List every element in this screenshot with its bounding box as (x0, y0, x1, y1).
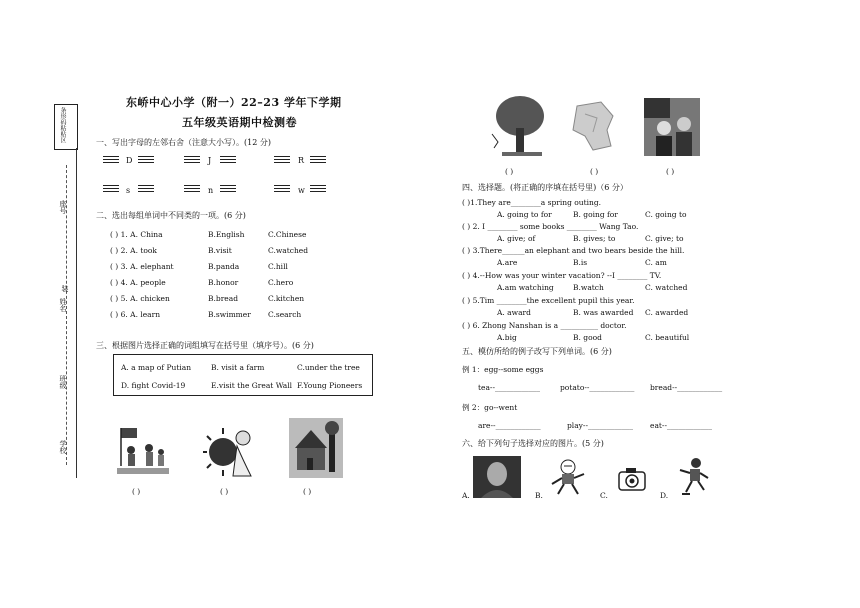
option-c: C.search (268, 310, 302, 319)
option-c: C.hill (268, 262, 288, 271)
question-num: ( ) 2. A. took (110, 246, 157, 255)
section1-heading: 一、写出字母的左邻右舍（注意大小写）。(12 分) (96, 138, 271, 147)
phrase-option: C.under the tree (297, 363, 360, 372)
question-num: ( ) 5. A. chicken (110, 294, 170, 303)
letter: D (126, 156, 133, 165)
running-boy-image (550, 458, 586, 496)
section4-heading: 四、选择题。(将正确的序填在括号里)（6 分） (462, 183, 628, 192)
seat-label: 座号 (59, 200, 67, 214)
option-b: B. going for (573, 210, 618, 219)
phrase-option: E.visit the Great Wall (211, 381, 293, 390)
rewrite-item: tea--____________ (478, 383, 540, 392)
option-a: A. give; of (497, 234, 536, 243)
section3-heading: 三、根据图片选择正确的词组填写在括号里（填序号）。(6 分) (96, 341, 314, 350)
camera-image (617, 466, 647, 492)
option-c: C. beautiful (645, 333, 690, 342)
option-b: B.is (573, 258, 588, 267)
option-b: B. good (573, 333, 602, 342)
rewrite-item: potato--____________ (560, 383, 635, 392)
farm-house-image (289, 418, 343, 478)
example1: 例 1：egg--some eggs (462, 365, 544, 374)
rewrite-item: eat--____________ (650, 421, 712, 430)
picture-label: B. (535, 491, 543, 500)
rewrite-item: play--____________ (567, 421, 633, 430)
exam-title-line2: 五年级英语期中检测卷 (182, 116, 297, 129)
question-stem: ( ) 4.--How was your winter vacation? --I ________ TV. (462, 271, 662, 280)
option-a: A.big (497, 333, 517, 342)
phrase-option: F.Young Pioneers (297, 381, 363, 390)
answer-paren: ( ) (590, 167, 599, 176)
option-c: C. am (645, 258, 667, 267)
question-num: ( ) 3. A. elephant (110, 262, 174, 271)
option-b: B.bread (208, 294, 238, 303)
barcode-area (54, 104, 78, 150)
letter: J (208, 156, 212, 165)
answer-paren: ( ) (132, 487, 141, 496)
young-pioneers-image (644, 98, 700, 156)
option-c: C.watched (268, 246, 309, 255)
option-c: C. awarded (645, 308, 689, 317)
phrase-option: B. visit a farm (211, 363, 265, 372)
seal-char: 装 (61, 285, 69, 292)
option-b: B.watch (573, 283, 604, 292)
question-stem: ( )1.They are________a spring outing. (462, 198, 602, 207)
tree-image (488, 94, 546, 158)
question-stem: ( ) 3.There______an elephant and two bears beside the hill. (462, 246, 685, 255)
option-a: A. award (497, 308, 531, 317)
option-b: B.swimmer (208, 310, 251, 319)
skating-child-image (678, 456, 710, 498)
answer-paren: ( ) (666, 167, 675, 176)
section2-heading: 二、选出每组单词中不同类的一项。(6 分) (96, 211, 246, 220)
man-portrait-image (473, 456, 521, 498)
phrase-option: D. fight Covid-19 (121, 381, 186, 390)
doctor-virus-image (203, 420, 257, 478)
answer-paren: ( ) (303, 487, 312, 496)
binding-border (76, 148, 77, 478)
option-b: B.English (208, 230, 245, 239)
answer-paren: ( ) (505, 167, 514, 176)
option-b: B.visit (208, 246, 232, 255)
option-a: A.are (497, 258, 518, 267)
question-num: ( ) 1. A. China (110, 230, 163, 239)
map-image (567, 96, 619, 154)
name-label: 姓名 (59, 298, 67, 312)
school-label: 学校 (59, 440, 67, 454)
option-c: C.hero (268, 278, 294, 287)
option-c: C. going to (645, 210, 687, 219)
children-flag-image (117, 426, 169, 476)
option-a: A. going to for (497, 210, 552, 219)
option-c: C.kitchen (268, 294, 305, 303)
picture-label: C. (600, 491, 608, 500)
phrase-option: A. a map of Putian (121, 363, 192, 372)
section6-heading: 六、给下列句子选择对应的图片。(5 分) (462, 439, 604, 448)
option-b: B. was awarded (573, 308, 634, 317)
question-stem: ( ) 6. Zhong Nanshan is a __________ doctor. (462, 321, 627, 330)
rewrite-item: are--____________ (478, 421, 541, 430)
barcode-label: 条形码粘贴区 (59, 107, 66, 143)
option-c: C.Chinese (268, 230, 307, 239)
picture-label: D. (660, 491, 669, 500)
example2: 例 2：go--went (462, 403, 518, 412)
answer-paren: ( ) (220, 487, 229, 496)
option-b: B. gives; to (573, 234, 616, 243)
rewrite-item: bread--____________ (650, 383, 723, 392)
class-label: 班级 (59, 375, 67, 389)
exam-title-line1: 东峤中心小学（附一）22–23 学年下学期 (126, 96, 342, 109)
option-c: C. watched (645, 283, 688, 292)
letter: R (298, 156, 305, 165)
letter: n (208, 186, 214, 195)
question-stem: ( ) 5.Tim ________the excellent pupil this year. (462, 296, 635, 305)
question-stem: ( ) 2. I ________ some books ________ Wang Tao. (462, 222, 639, 231)
section5-heading: 五、模仿所给的例子改写下列单词。(6 分) (462, 347, 612, 356)
question-num: ( ) 4. A. people (110, 278, 166, 287)
option-c: C. give; to (645, 234, 684, 243)
option-b: B.panda (208, 262, 240, 271)
picture-label: A. (462, 491, 470, 500)
option-a: A.am watching (497, 283, 554, 292)
option-b: B.honor (208, 278, 239, 287)
question-num: ( ) 6. A. learn (110, 310, 161, 319)
letter: s (126, 186, 131, 195)
letter: w (298, 186, 305, 195)
